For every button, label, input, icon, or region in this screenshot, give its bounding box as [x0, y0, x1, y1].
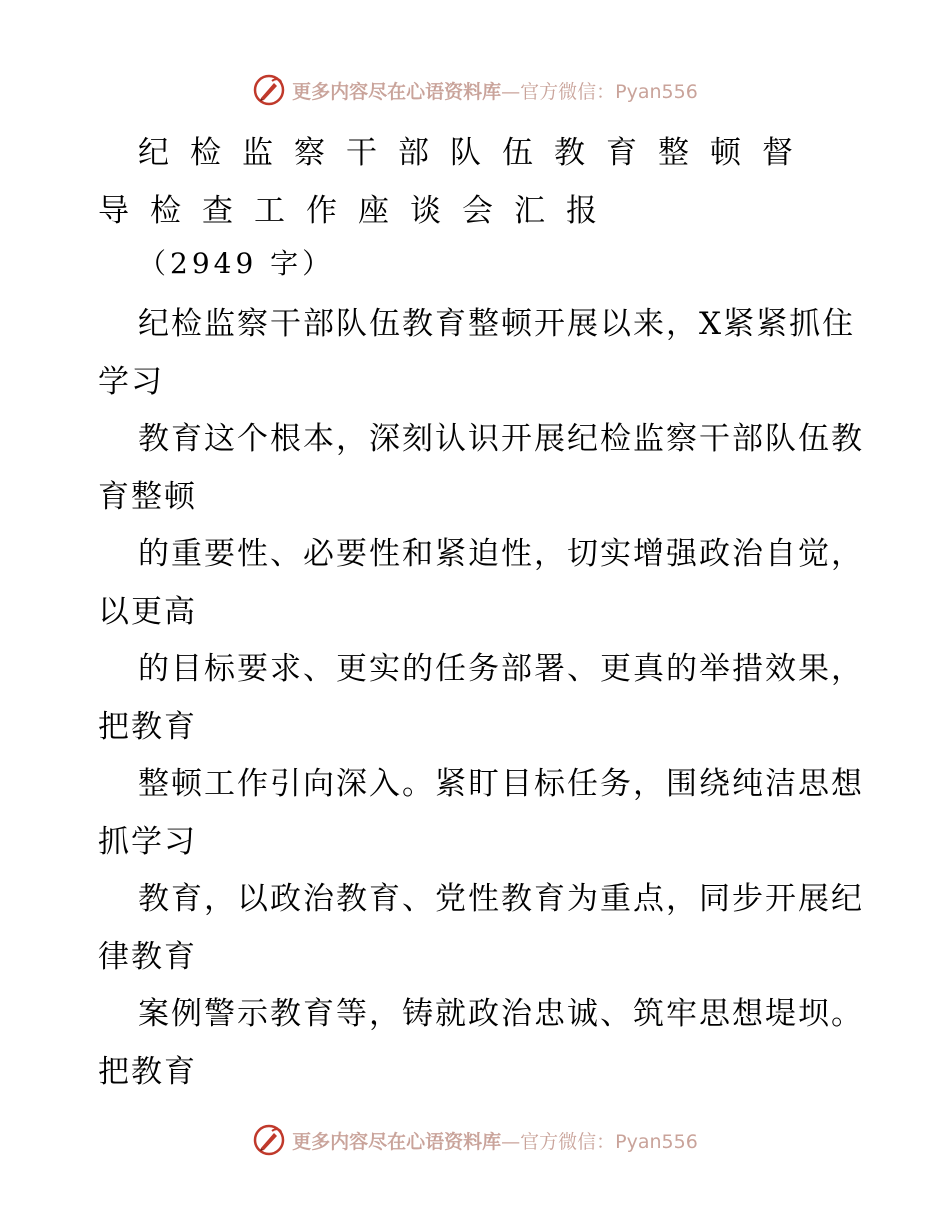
pen-circle-logo-icon [252, 73, 286, 107]
paragraph: 纪检监察干部队伍教育整顿开展以来，X紧紧抓住学习 [98, 306, 856, 400]
watermark-text: 更多内容尽在心语资料库—官方微信：Pyan556 [292, 1130, 698, 1153]
paragraph: 教育这个根本，深刻认识开展纪检监察干部队伍教育整顿 [98, 421, 864, 515]
paragraph: 案例警示教育等，铸就政治忠诚、筑牢思想堤坝。把教育 [98, 996, 864, 1090]
paragraph: 整顿工作引向深入。紧盯目标任务，围绕纯洁思想抓学习 [98, 766, 864, 860]
document-body [98, 296, 878, 1101]
paragraph: 的目标要求、更实的任务部署、更真的举措效果，把教育 [98, 651, 864, 745]
watermark-banner-top [0, 70, 950, 110]
watermark-banner-bottom [0, 1120, 950, 1160]
paragraph: 教育，以政治教育、党性教育为重点，同步开展纪律教育 [98, 881, 864, 975]
document-title: 纪检监察干部队伍教育整顿督导检查工作座谈会汇报 [98, 135, 814, 229]
word-count: （2949 字） [138, 247, 335, 280]
watermark-text: 更多内容尽在心语资料库—官方微信：Pyan556 [292, 80, 698, 103]
pen-circle-logo-icon [252, 1123, 286, 1157]
paragraph: 的重要性、必要性和紧迫性，切实增强政治自觉，以更高 [98, 536, 864, 630]
